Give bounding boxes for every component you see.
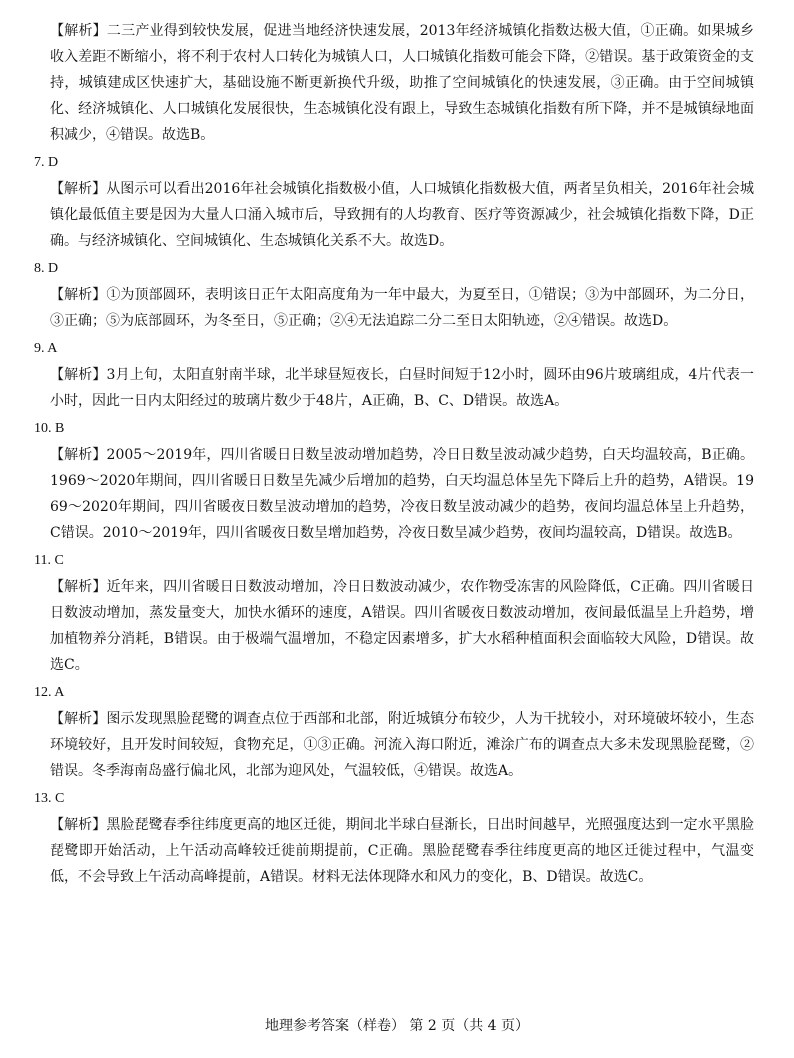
explanation-13: 【解析】黑脸琵鹭春季往纬度更高的地区迁徙，期间北半球白昼渐长，日出时间越早，光照强度达到一定水平黑脸琵鹭即开始活动，上午活动高峰较迁徙前期提前，C正确。黑脸琵鹭春季往纬度更高的地区迁徙过程中，气温变低，不会导致上午活动高峰提前，A错误。材料无法体现降水和风力的变化，B、D错误。故选C。 [50, 817, 754, 885]
answer-9: 9. A [34, 341, 58, 356]
explanation-11: 【解析】近年来，四川省暖日日数波动增加，冷日日数波动减少，农作物受冻害的风险降低，C正确。四川省暖日日数波动增加，蒸发量变大，加快水循环的速度，A错误。四川省暖夜日数波动增加，夜间最低温呈上升趋势，增加植物养分消耗，B错误。由于极端气温增加，不稳定因素增多，扩大水稻种植面积会面临较大风险，D错误。故选C。 [50, 579, 754, 673]
explanation-8: 【解析】①为顶部圆环，表明该日正午太阳高度角为一年中最大，为夏至日，①错误；③为中部圆环，为二分日，③正确；⑤为底部圆环，为冬至日，⑤正确；②④无法追踪二分二至日太阳轨迹，②④错误。故选D。 [50, 287, 754, 329]
explanation-7: 【解析】从图示可以看出2016年社会城镇化指数极小值，人口城镇化指数极大值，两者呈负相关，2016年社会城镇化最低值主要是因为大量人口涌入城市后，导致拥有的人均教育、医疗等资源减少，社会城镇化指数下降，D正确。与经济城镇化、空间城镇化、生态城镇化关系不大。故选D。 [50, 181, 754, 249]
explanation-10: 【解析】2005～2019年，四川省暖日日数呈波动增加趋势，冷日日数呈波动减少趋势，白天均温较高，B正确。1969～2020年期间，四川省暖日日数呈先减少后增加的趋势，白天均温总体呈先下降后上升的趋势，A错误。1969～2020年期间，四川省暖夜日数呈波动增加的趋势，冷夜日数呈波动减少的趋势，夜间均温总体呈上升趋势，C错误。2010～2019年，四川省暖夜日数呈增加趋势，冷夜日数呈减少趋势，夜间均温较高，D错误。故选B。 [50, 447, 754, 541]
answer-7: 7. D [34, 155, 59, 170]
answer-12: 12. A [34, 685, 65, 700]
explanation-12: 【解析】图示发现黑脸琵鹭的调查点位于西部和北部，附近城镇分布较少，人为干扰较小，对环境破坏较小，生态环境较好，且开发时间较短，食物充足，①③正确。河流入海口附近，滩涂广布的调查点大多未发现黑脸琵鹭，②错误。冬季海南岛盛行偏北风，北部为迎风处，气温较低，④错误。故选A。 [50, 711, 754, 779]
answer-8: 8. D [34, 261, 59, 276]
explanation-6: 【解析】二三产业得到较快发展，促进当地经济快速发展，2013年经济城镇化指数达极大值，①正确。如果城乡收入差距不断缩小，将不利于农村人口转化为城镇人口，人口城镇化指数可能会下降，②错误。基于政策资金的支持，城镇建成区快速扩大，基础设施不断更新换代升级，助推了空间城镇化的快速发展，③正确。由于空间城镇化、经济城镇化、人口城镇化发展很快，生态城镇化没有跟上，导致生态城镇化指数有所下降，并不是城镇绿地面积减少，④错误。故选B。 [50, 23, 754, 143]
answer-13: 13. C [34, 791, 65, 806]
answer-10: 10. B [34, 421, 65, 436]
page-footer: 地理参考答案（样卷） 第 2 页（共 4 页） [264, 1018, 530, 1034]
answer-list [34, 18, 754, 890]
explanation-9: 【解析】3月上旬，太阳直射南半球，北半球昼短夜长，白昼时间短于12小时，圆环由96片玻璃组成，4片代表一小时，因此一日内太阳经过的玻璃片数少于48片，A正确，B、C、D错误。故选A。 [50, 367, 754, 409]
answer-11: 11. C [34, 553, 64, 568]
